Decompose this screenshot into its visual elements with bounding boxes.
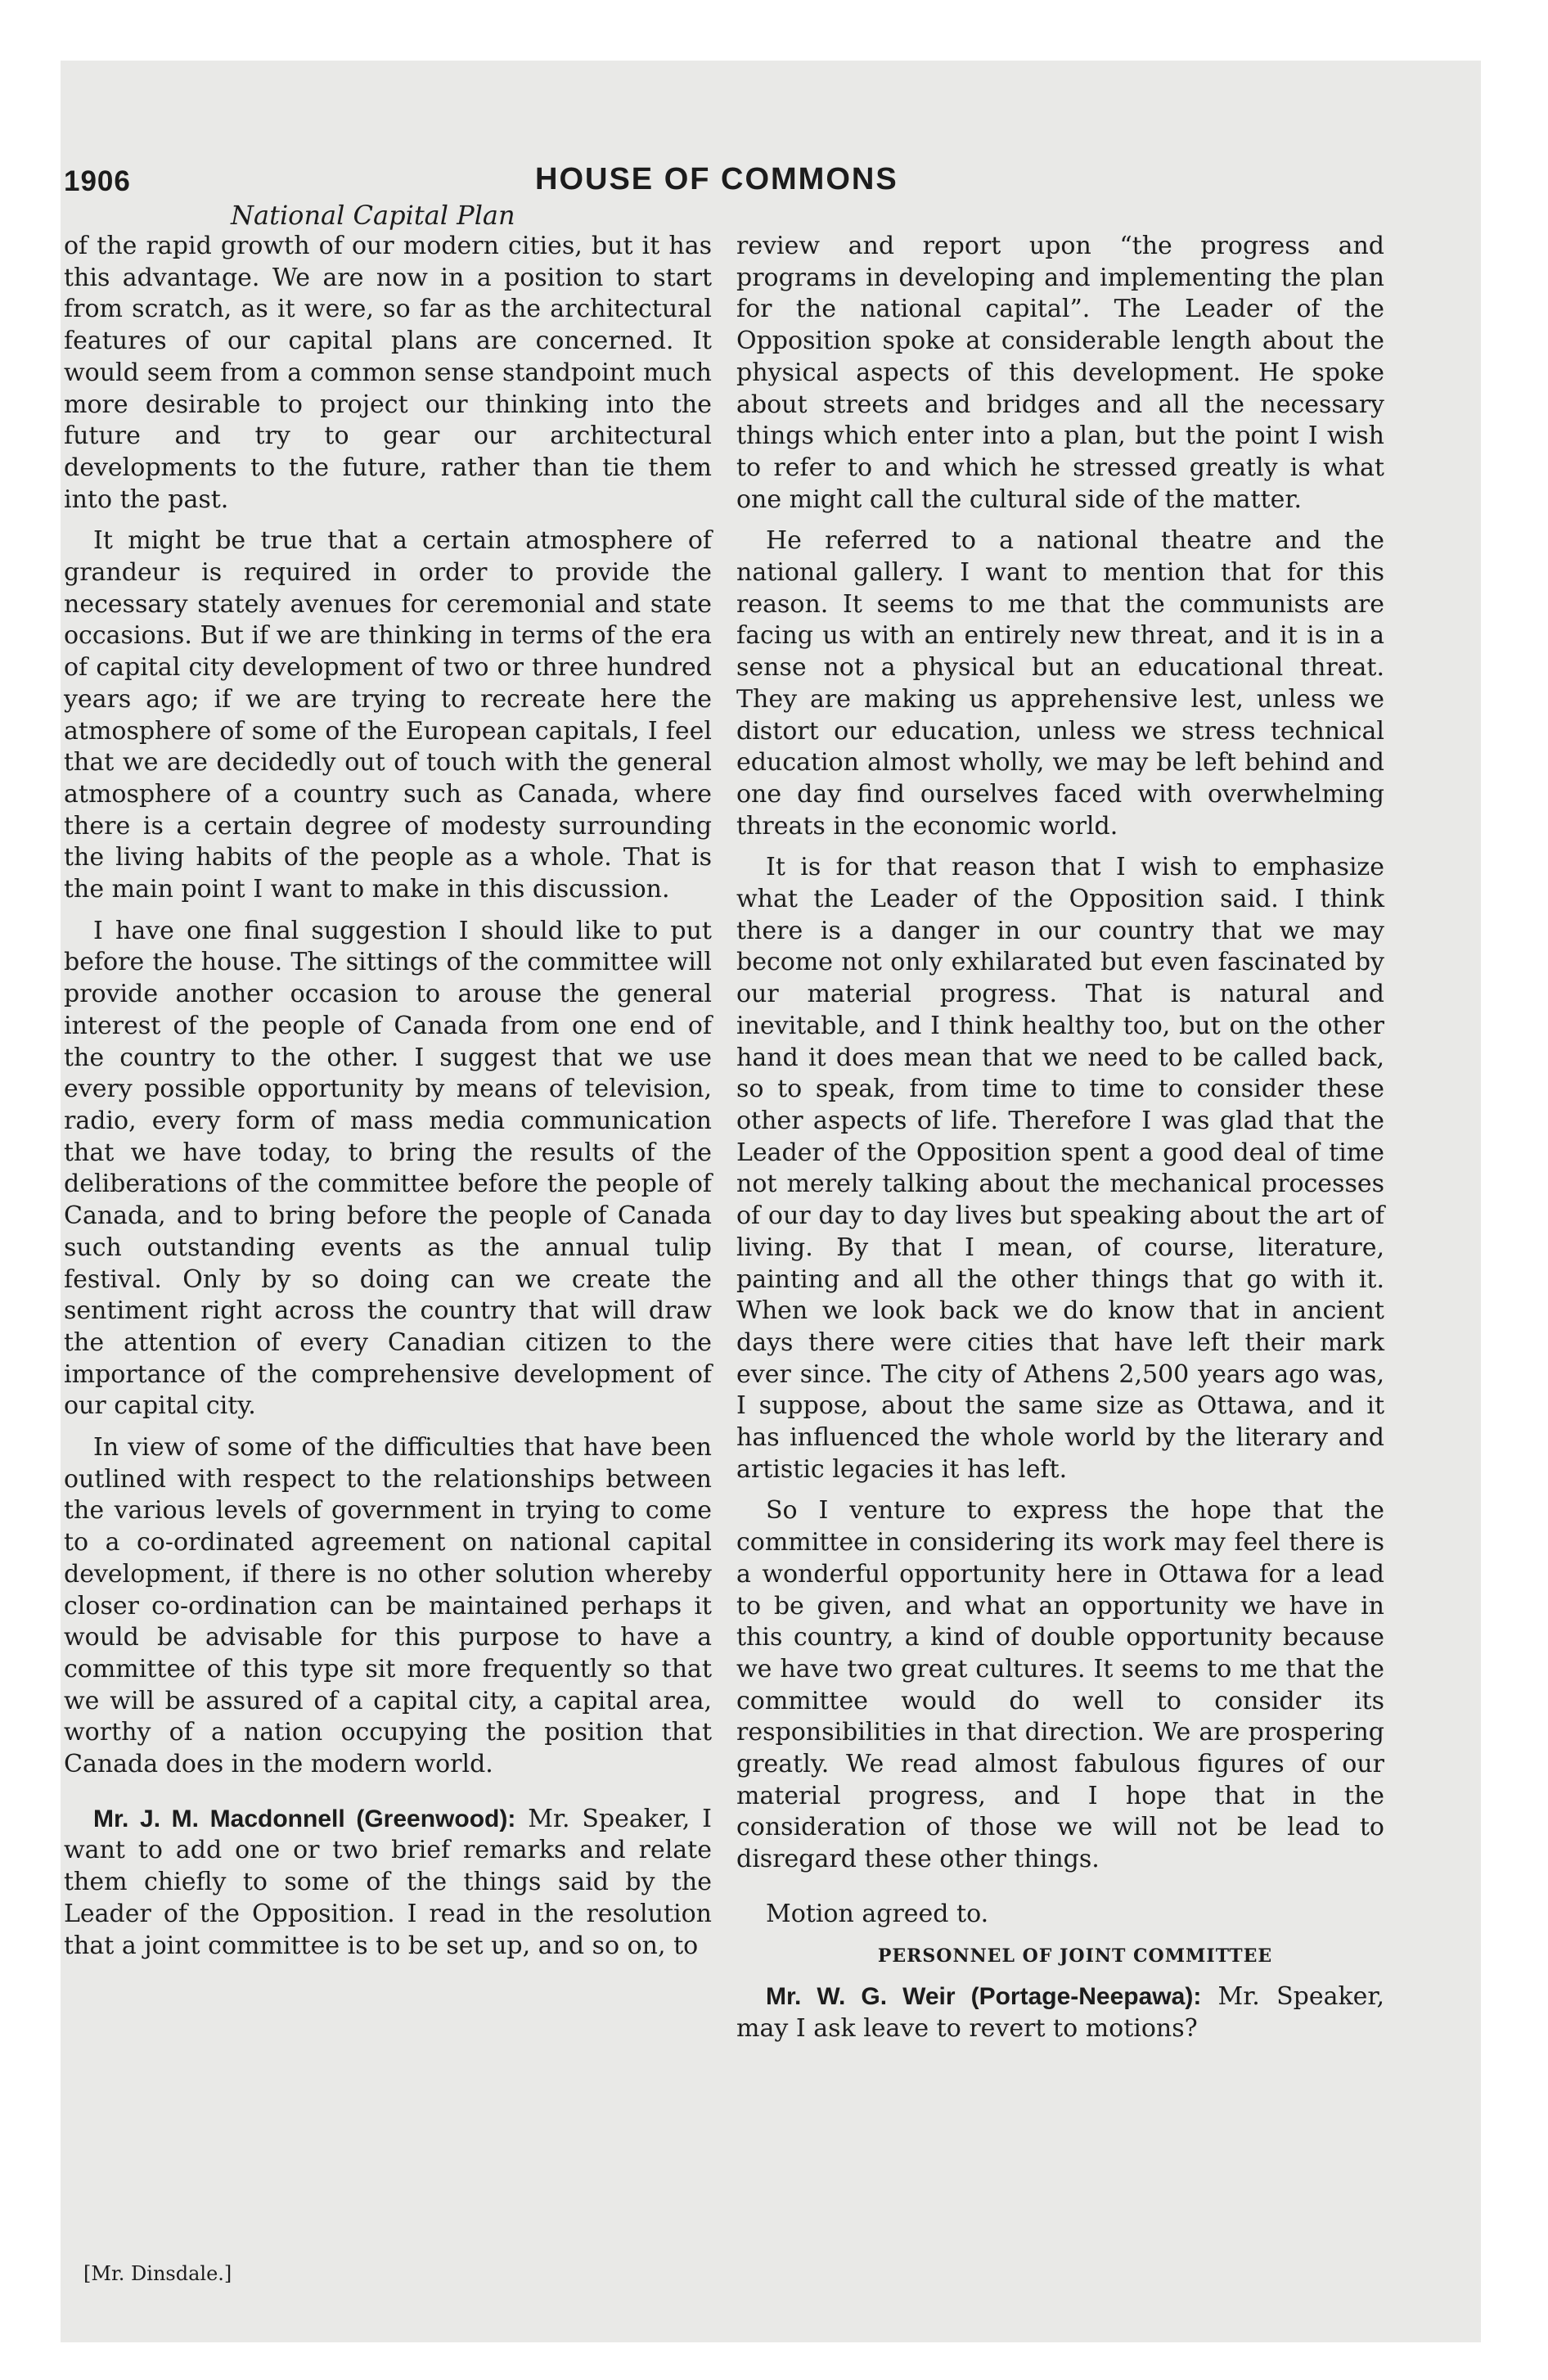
left-paragraph-4: In view of some of the difficulties that have been outlined with respect to the relationships between the various levels of government in trying to come to a co-ordinated agreement on national capital development, if there is no other solution whereby closer co-ordination can be maintained perhaps it would be advisable for this purpose to have a committee of this type sit more frequently so that we will be assured of a capital city, a capital area, worthy of a nation occupying the position that Canada does in the modern world. xyxy=(64,1433,712,1779)
section-subtitle: National Capital Plan xyxy=(231,200,515,231)
footer-note: [Mr. Dinsdale.] xyxy=(83,2262,232,2285)
left-paragraph-3: I have one final suggestion I should like to put before the house. The sittings of the committee will provide another occasion to arouse the general interest of the people of Canada from one end of the country to the other. I suggest that we use every possible opportunity by means of television, radio, every form of mass media communication that we have today, to bring the results of the deliberations of the committee before the people of Canada, and to bring before the people of Canada such outstanding events as the annual tulip festival. Only by so doing can we create the sentiment right across the country that will draw the attention of every Canadian citizen to the importance of the comprehensive development of our capital city. xyxy=(64,916,712,1421)
speech-text: Mr. Speaker, I want to add one or two brief remarks and relate them chiefly to some of the things said by the Leader of the Opposition. I read in the resolution that a joint committee is to be set up, and so on, to xyxy=(64,1804,713,1960)
right-column xyxy=(736,231,1384,2055)
page-number: 1906 xyxy=(64,165,131,197)
hansard-page xyxy=(61,61,1481,2342)
speaker-name: Mr. J. M. Macdonnell (Greenwood): xyxy=(93,1805,516,1832)
right-speech-weir xyxy=(736,1981,1384,2044)
running-head: HOUSE OF COMMONS xyxy=(535,162,898,196)
right-paragraph-3: It is for that reason that I wish to emphasize what the Leader of the Opposition said. I think there is a danger in our country that we may become not only exhilarated but even fascinated by our material progress. That is natural and inevitable, and I think healthy too, but on the other hand it does mean that we need to be called back, so to speak, from time to time to consider these other aspects of life. Therefore I was glad that the Leader of the Opposition spent a good deal of time not merely talking about the mechanical processes of our day to day lives but speaking about the art of living. By that I mean, of course, literature, painting and all the other things that go with it. When we look back we do know that in ancient days there were cities that have left their mark ever since. The city of Athens 2,500 years ago was, I suppose, about the same size as Ottawa, and it has influenced the whole world by the literary and artistic legacies it has left. xyxy=(736,853,1384,1484)
motion-agreed: Motion agreed to. xyxy=(766,1899,989,1928)
left-paragraph-1: of the rapid growth of our modern cities, but it has this advantage. We are now in a position to start from scratch, as it were, so far as the architectural features of our capital plans are concerned. It would seem from a common sense standpoint much more desirable to project our thinking into the future and try to gear our architectural developments to the future, rather than tie them into the past. xyxy=(64,232,712,514)
right-paragraph-4: So I venture to express the hope that the committee in considering its work may feel there is a wonderful opportunity here in Ottawa for a lead to be given, and what an opportunity we have in this country, a kind of double opportunity because we have two great cultures. It seems to me that the committee would do well to consider its responsibilities in that direction. We are prospering greatly. We read almost fabulous figures of our material progress, and I hope that in the consideration of those we will not be lead to disregard these other things. xyxy=(736,1496,1384,1874)
section-heading: PERSONNEL OF JOINT COMMITTEE xyxy=(877,1945,1273,1967)
left-paragraph-2: It might be true that a certain atmosphere of grandeur is required in order to provide the necessary stately avenues for ceremonial and state occasions. But if we are thinking in terms of the era of capital city development of two or three hundred years ago; if we are trying to recreate here the atmosphere of some of the European capitals, I feel that we are decidedly out of touch with the general atmosphere of a country such as Canada, where there is a certain degree of modesty surrounding the living habits of the people as a whole. That is the main point I want to make in this discussion. xyxy=(64,526,712,904)
right-paragraph-2: He referred to a national theatre and the national gallery. I want to mention that for this reason. It seems to me that the communists are facing us with an entirely new threat, and it is in a sense not a physical but an educational threat. They are making us apprehensive lest, unless we distort our education, unless we stress technical education almost wholly, we may be left behind and one day find ourselves faced with overwhelming threats in the economic world. xyxy=(736,526,1384,841)
speaker-name: Mr. W. G. Weir (Portage-Neepawa): xyxy=(766,1983,1202,2011)
left-speech-macdonnell xyxy=(64,1804,712,1963)
speech-text: Mr. Speaker, may I ask leave to revert to motions? xyxy=(736,1982,1384,2043)
left-column xyxy=(64,231,712,1972)
right-paragraph-1: review and report upon “the progress and programs in developing and implementing the plan for the national capital”. The Leader of the Opposition spoke at considerable length about the physical aspects of this development. He spoke about streets and bridges and all the necessary things which enter into a plan, but the point I wish to refer to and which he stressed greatly is what one might call the cultural side of the matter. xyxy=(736,232,1384,514)
